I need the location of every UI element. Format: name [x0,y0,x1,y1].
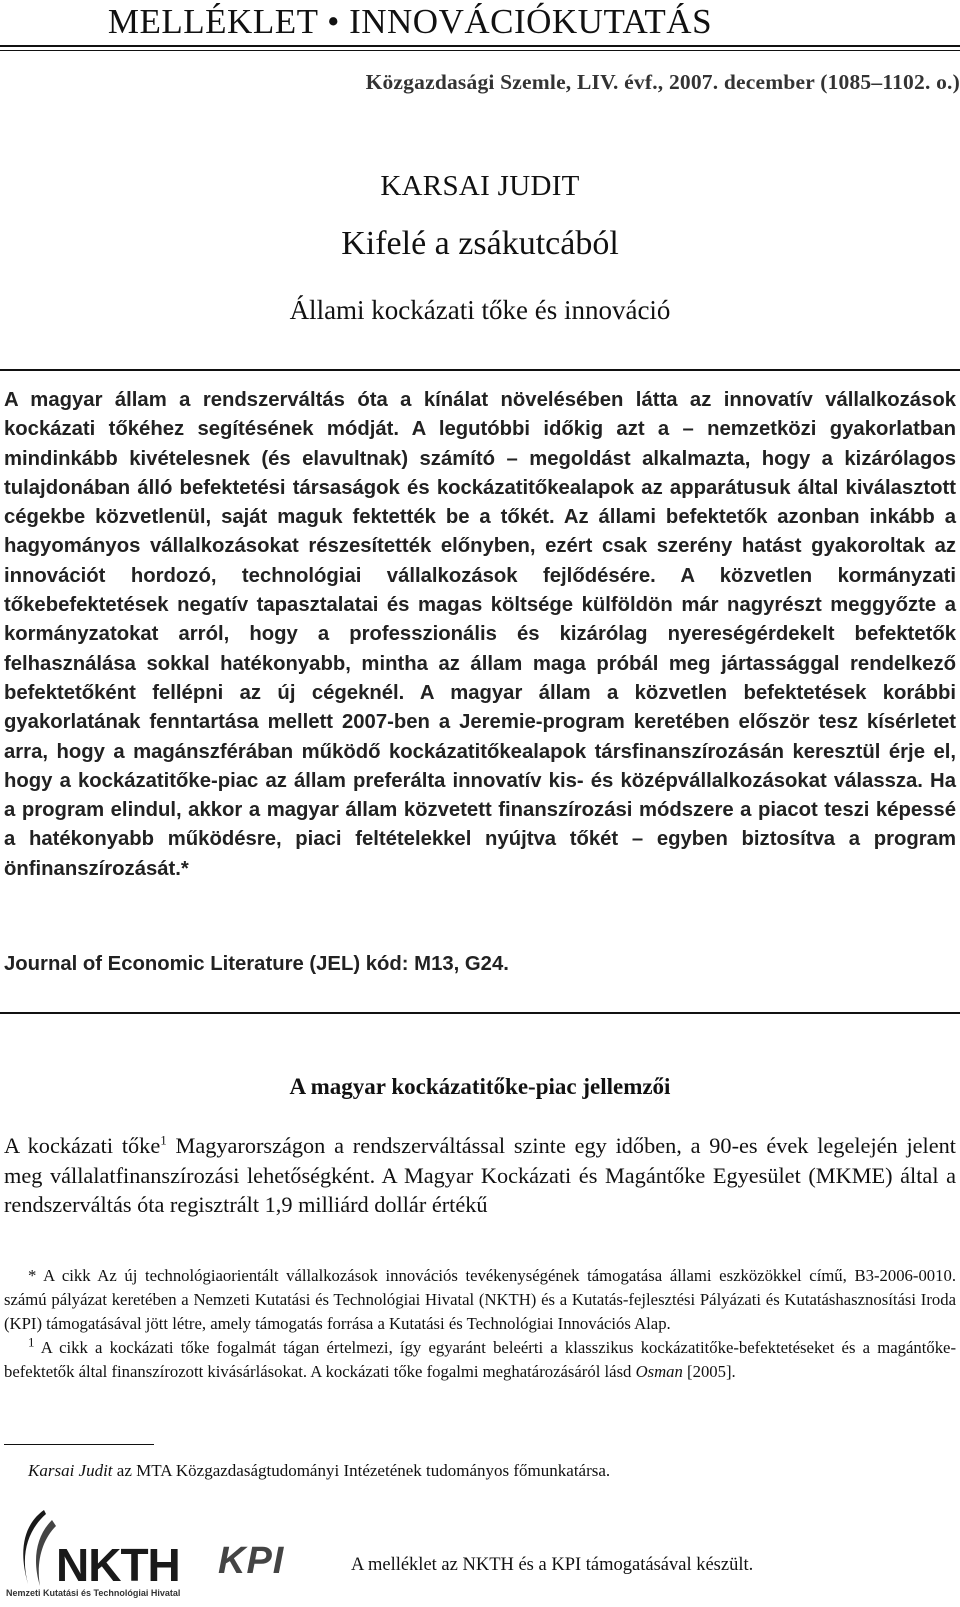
abstract-top-rule [0,369,960,371]
journal-citation: Közgazdasági Szemle, LIV. évf., 2007. december (1085–1102. o.) [365,70,960,94]
nkth-logo [6,1500,196,1600]
jel-codes: Journal of Economic Literature (JEL) kód: M13, G24. [4,953,509,975]
article-subtitle: Állami kockázati tőke és innováció [289,295,671,325]
logos-footer [6,1500,956,1600]
nkth-logo-subtitle: Nemzeti Kutatási és Technológiai Hivatal [6,1588,181,1598]
header-rule-thin [0,50,960,51]
abstract-bottom-rule [0,1012,960,1014]
footnote-star: * A cikk Az új technológiaorientált vállalkozások innovációs tevékenységének támogatása állami eszközökkel című, B3-2006-0010. számú pályázat keretében a Nemzeti Kutatási és Technológiai Hivatal (NKTH) és a Kutatás-fejlesztési Pályázati és Kutatáshasznosítási Iroda (KPI) támogatásával jött létre, amely támogatás forrása a Kutatási és Technológiai Innovációs Alap. [4,1266,956,1333]
article-title: Kifelé a zsákutcából [341,225,619,262]
footnote-1-mark: 1 [28,1334,35,1350]
header-rule [0,45,960,47]
abstract: A magyar állam a rendszerváltás óta a kínálat növelésében látta az innovatív vállalkozások kockázati tőkéhez segítésének módját. A legutóbbi időkig azt a – nemzetközi gyakorlatban mindinkább kivételesnek (és elavultnak) számító – megoldást alkalmazta, hogy a kizárólagos tulajdonában álló befektetési társaságok és kockázatitőkealapok az apparátusuk által kiválasztott cégekbe közvetlenül, saját maguk fektették be a tőkét. Az állami befektetők azonban inkább a hagyományos vállalkozásokat részesítették előnyben, ezért csak szerény hatást gyakoroltak az innovációt hordozó, technológiai vállalkozások fejlődésére. A közvetlen kormányzati tőkebefektetések negatív tapasztalatai és magas költsége külföldön már nagyrészt meggyőzte a kormányzatokat arról, hogy a professzionális és kizárólag nyereségérdekelt befektetők felhasználása sokkal hatékonyabb, mintha az állam maga próbál meg jártassággal rendelkező befektetőként fellépni az új cégeknél. A magyar állam a közvetlen befektetések korábbi gyakorlatának fenntartása mellett 2007-ben a Jeremie-program keretében először tesz kísérletet arra, hogy a magánszférában működő kockázatitőkealapok társfinanszírozásán keresztül érje el, hogy a kockázatitőke-piac az állam preferálta innovatív kis- és középvállalkozásokat válassza. Ha a program elindul, akkor a magyar állam közvetett finanszírozási módszere a piacot teszi képessé a hatékonyabb működésre, piaci feltételekkel nyújtva tőkét – egyben biztosítva a program önfinanszírozását.* [4,389,956,880]
body-paragraph [4,1131,956,1220]
page-header-title: MELLÉKLET • INNOVÁCIÓKUTATÁS [107,2,713,41]
paragraph-start: A kockázati tőke [4,1133,161,1158]
kpi-logo-text: KPI [218,1540,285,1582]
citation-year: [2005]. [682,1362,736,1381]
footnotes [4,1264,956,1384]
support-note: A melléklet az NKTH és a KPI támogatásával készült. [351,1555,754,1575]
author-note-text: az MTA Közgazdaságtudományi Intézetének tudományos főmunkatársa. [112,1461,611,1480]
author-note-name: Karsai Judit [28,1461,113,1480]
nkth-logo-text: NKTH [56,1539,180,1591]
author-note [28,1461,610,1481]
footnote-1-text: A cikk a kockázati tőke fogalmát tágan értelmezi, így egyaránt beleérti a klasszikus kockázatitőke-befektetéseket és a magántőke-befektetők által finanszírozott kivásárlásokat. A kockázati tőke fogalmi meghatározásáról lásd [4,1338,956,1381]
paragraph-rest: Magyarországon a rendszerváltással szinte egy időben, a 90-es évek legelején jelent meg vállalatfinanszírozási lehetőségként. A Magyar Kockázati és Magántőke Egyesület (MKME) által a rendszerváltás óta regisztrált 1,9 milliárd dollár értékű [4,1133,956,1217]
kpi-logo [218,1540,308,1582]
citation-author[interactable]: Osman [635,1362,683,1381]
section-heading: A magyar kockázatitőke-piac jellemzői [289,1074,671,1099]
article-author: KARSAI JUDIT [380,170,580,202]
footnote-1 [4,1336,956,1384]
nkth-mark-icon [14,1506,62,1588]
author-note-rule [4,1444,154,1445]
footnote-ref-1[interactable]: 1 [160,1132,167,1148]
